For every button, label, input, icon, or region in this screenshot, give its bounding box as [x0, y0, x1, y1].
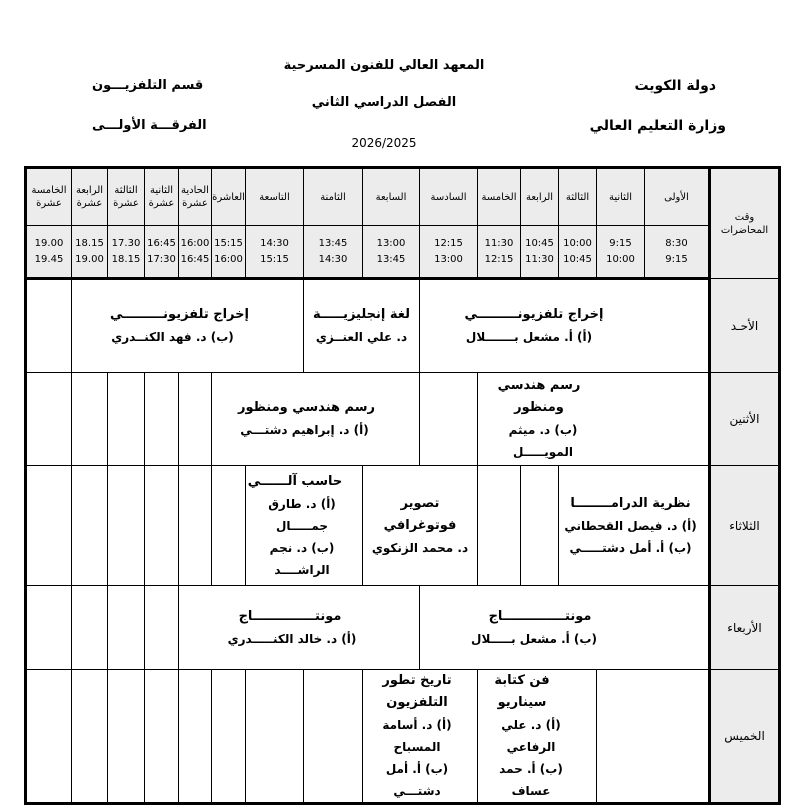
period-name: الثامنة	[304, 168, 363, 226]
time-start: 8:30	[665, 237, 688, 249]
empty-cell	[145, 466, 179, 586]
semester-title: الفصل الدراسي الثاني	[311, 95, 457, 110]
empty-cell	[145, 670, 179, 804]
period-name: الأولى	[645, 168, 710, 226]
empty-cell	[179, 373, 212, 466]
time-start: 19.00	[34, 237, 64, 249]
day-label-tuesday: الثلاثاء	[710, 466, 780, 586]
department-name: قسم التلفزيـــون	[92, 78, 204, 93]
class-title: تاريخ تطور التلفزيون	[382, 673, 452, 710]
wednesday-class-montage-b	[420, 586, 710, 670]
period-name-2: عشرة	[182, 198, 208, 209]
tuesday-class-drama-theory	[559, 466, 710, 586]
class-title: لغة إنجليزيـــــة	[312, 307, 411, 322]
class-title: حاسب آلــــــي	[247, 473, 343, 489]
period-name	[145, 168, 179, 226]
time-start: 16:00	[180, 237, 210, 249]
empty-cell	[72, 466, 108, 586]
time-start: 11:30	[484, 237, 514, 249]
corner-line-2: المحاضرات	[720, 224, 769, 236]
empty-cell	[521, 466, 559, 586]
class-teacher: (ب) د. ميثم المويـــــل	[508, 423, 578, 459]
sunday-class-tv-directing-a	[420, 279, 710, 373]
empty-cell	[72, 670, 108, 804]
day-label-thursday: الخميس	[710, 670, 780, 804]
period-name: السادسة	[420, 168, 478, 226]
sunday-class-tv-directing-b	[72, 279, 304, 373]
wednesday-class-montage-a	[179, 586, 420, 670]
period-name: الرابعة	[521, 168, 559, 226]
monday-class-drawing-a	[212, 373, 420, 466]
empty-cell	[26, 279, 72, 373]
period-time	[645, 226, 710, 279]
period-name	[26, 168, 72, 226]
time-end: 16:45	[180, 253, 210, 265]
empty-cell	[179, 670, 212, 804]
class-title: رسم هندسي ومنظور	[497, 378, 581, 415]
empty-cell	[246, 670, 304, 804]
empty-cell	[597, 670, 710, 804]
period-time	[145, 226, 179, 279]
period-name-1: الخامسة	[31, 185, 67, 196]
class-teacher: د. محمد الزنكوي	[371, 540, 469, 555]
period-name-2: عشرة	[113, 198, 139, 209]
period-name-1: الثالثة	[114, 185, 138, 196]
empty-cell	[26, 373, 72, 466]
period-name-2: عشرة	[148, 198, 175, 209]
class-teacher: (ب) أ. مشعل بـــــلال	[471, 631, 597, 646]
period-time	[26, 226, 72, 279]
time-start: 13:00	[376, 237, 406, 249]
period-time	[521, 226, 559, 279]
thursday-class-screenwriting	[478, 670, 597, 804]
empty-cell	[72, 586, 108, 670]
time-end: 13:00	[434, 253, 463, 265]
empty-cell	[145, 373, 179, 466]
class-teacher-b: (ب) أ. أمل دشتـــــي	[569, 540, 692, 555]
class-teacher-b: (ب) أ. حمد عساف	[499, 762, 563, 798]
empty-cell	[212, 466, 246, 586]
time-end: 19.45	[34, 253, 64, 265]
class-title: إخراج تلفزيونـــــــــي	[464, 307, 604, 322]
country-name: دولة الكويت	[634, 78, 716, 94]
period-time	[363, 226, 420, 279]
class-title: رسم هندسي ومنظور	[237, 400, 375, 415]
period-name: الخامسة	[478, 168, 521, 226]
period-name-1: الحادية	[181, 185, 209, 196]
class-title: مونتــــــــــــــاج	[238, 608, 342, 624]
class-teacher: (أ) د. خالد الكنـــــدري	[227, 631, 357, 646]
period-name-2: عشرة	[76, 198, 103, 209]
empty-cell	[26, 586, 72, 670]
sunday-class-english	[304, 279, 420, 373]
period-time	[478, 226, 521, 279]
period-time	[559, 226, 597, 279]
corner-line-1: وقت	[734, 211, 755, 223]
thursday-class-tv-history	[363, 670, 478, 804]
time-start: 10:00	[563, 237, 592, 249]
time-end: 14:30	[318, 253, 348, 265]
time-end: 10:00	[606, 253, 635, 265]
time-start: 9:15	[609, 237, 632, 249]
time-start: 14:30	[260, 237, 289, 249]
period-name: الثالثة	[559, 168, 597, 226]
time-start: 12:15	[434, 237, 463, 249]
time-start: 10:45	[525, 237, 554, 249]
empty-cell	[108, 373, 145, 466]
time-start: 13:45	[318, 237, 348, 249]
institute-title: المعهد العالي للفنون المسرحية	[283, 58, 485, 73]
time-end: 13:45	[376, 253, 406, 265]
class-teacher: (أ) أ. مشعل بـــــــلال	[465, 330, 593, 344]
day-label-wednesday: الأربعاء	[710, 586, 780, 670]
empty-cell	[108, 466, 145, 586]
class-title: إخراج تلفزيونـــــــــي	[110, 307, 249, 322]
class-teacher: (أ) د. إبراهيم دشتـــي	[240, 423, 369, 437]
class-teacher-a: (أ) د. فيصل القحطاني	[564, 518, 697, 533]
class-teacher-a: (أ) د. علي الرفاعي	[501, 718, 561, 754]
empty-cell	[72, 373, 108, 466]
period-name: السابعة	[363, 168, 420, 226]
period-name-1: الثانية	[149, 185, 174, 196]
class-teacher-a: (أ) د. أسامة المسباح	[382, 718, 452, 754]
period-name: التاسعة	[246, 168, 304, 226]
time-end: 9:15	[665, 253, 688, 265]
period-name-2: عشرة	[36, 198, 62, 209]
ministry-name: وزارة التعليم العالي	[589, 118, 726, 134]
schedule-table	[24, 166, 781, 805]
class-title: تصوير فوتوغرافي	[383, 495, 457, 533]
day-label-sunday: الأحـد	[710, 279, 780, 373]
period-time	[304, 226, 363, 279]
empty-cell	[212, 670, 246, 804]
time-end: 19.00	[75, 253, 104, 265]
empty-cell	[304, 670, 363, 804]
class-teacher-b: (ب) د. نجم الراشــــد	[269, 540, 335, 577]
time-end: 10:45	[563, 253, 592, 265]
empty-cell	[478, 466, 521, 586]
tuesday-class-computer	[246, 466, 363, 586]
time-end: 12:15	[484, 253, 514, 265]
empty-cell	[108, 586, 145, 670]
empty-cell	[108, 670, 145, 804]
time-end: 16:00	[214, 253, 243, 265]
time-start: 16:45	[147, 237, 176, 249]
class-teacher: (ب) د. فهد الكنــدري	[111, 330, 234, 344]
empty-cell	[145, 586, 179, 670]
period-time	[72, 226, 108, 279]
class-teacher: د. علي العنــزي	[315, 330, 408, 344]
period-name	[108, 168, 145, 226]
academic-year: 2026/2025	[351, 136, 417, 150]
tuesday-class-photography	[363, 466, 478, 586]
period-name	[179, 168, 212, 226]
period-time	[212, 226, 246, 279]
period-time	[597, 226, 645, 279]
time-end: 17:30	[147, 253, 176, 265]
period-name	[72, 168, 108, 226]
monday-class-drawing-b	[478, 373, 710, 466]
period-time	[179, 226, 212, 279]
day-label-monday: الأثنين	[710, 373, 780, 466]
period-name-1: الرابعة	[75, 185, 104, 196]
period-name: العاشرة	[212, 168, 246, 226]
group-name: الفرقـــة الأولـــى	[92, 118, 207, 133]
time-start: 15:15	[214, 237, 243, 249]
time-end: 15:15	[260, 253, 289, 265]
class-title: مونتــــــــــــــاج	[488, 608, 592, 624]
time-start: 17.30	[111, 237, 141, 249]
class-teacher-b: (ب) أ. أمل دشتـــي	[385, 762, 449, 798]
class-teacher-a: (أ) د. طارق جمـــــال	[268, 496, 336, 533]
empty-cell	[26, 466, 72, 586]
time-end: 18.15	[111, 253, 141, 265]
time-end: 11:30	[525, 253, 554, 265]
class-title: نظرية الدرامــــــــا	[570, 495, 691, 511]
period-name: الثانية	[597, 168, 645, 226]
empty-cell	[179, 466, 212, 586]
period-time	[108, 226, 145, 279]
class-title: فن كتابة سيناريو	[494, 673, 550, 710]
period-time	[246, 226, 304, 279]
empty-cell	[26, 670, 72, 804]
period-time	[420, 226, 478, 279]
time-start: 18.15	[75, 237, 104, 249]
empty-cell	[420, 373, 478, 466]
time-header-corner	[710, 168, 780, 279]
